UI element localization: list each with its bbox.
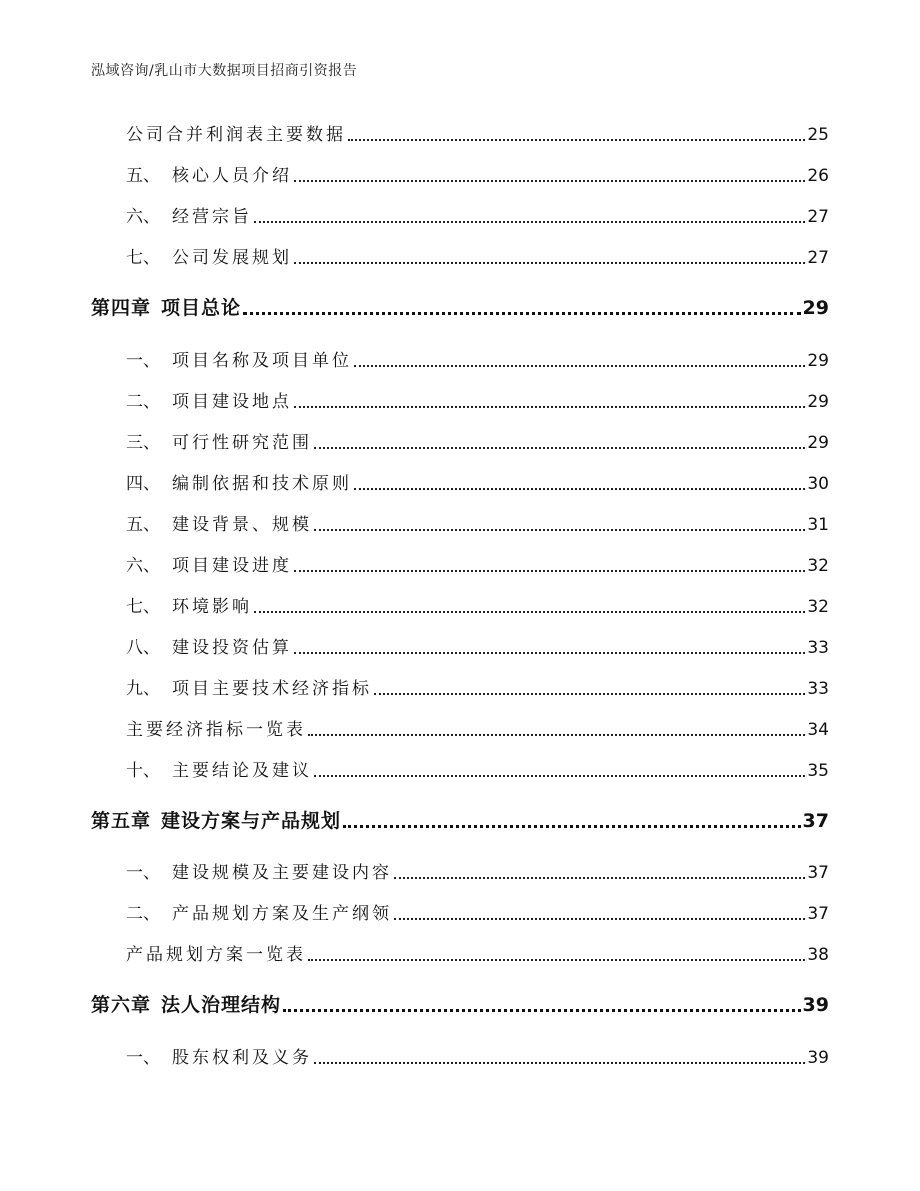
toc-entry-number: 七、 [126, 597, 160, 617]
toc-entry-title: 股东权利及义务 [172, 1048, 312, 1068]
toc-entry-number: 一、 [126, 863, 160, 883]
toc-entry-compilation-basis[interactable] [126, 471, 829, 497]
toc-entry-economic-indicators-table[interactable] [126, 717, 829, 743]
toc-entry-page: 37 [807, 904, 829, 924]
toc-entry-project-location[interactable] [126, 389, 829, 415]
toc-entry-number: 六、 [126, 207, 160, 227]
toc-entry-page: 37 [807, 863, 829, 883]
toc-entry-number: 一、 [126, 351, 160, 371]
toc-chapter-number: 第四章 [91, 297, 152, 319]
toc-chapter-4[interactable] [91, 295, 829, 321]
toc-chapter-number: 第五章 [91, 810, 152, 832]
toc-entry-page: 27 [807, 248, 829, 268]
toc-entry-investment-estimate[interactable] [126, 635, 829, 661]
toc-entry-title: 主要经济指标一览表 [126, 720, 306, 740]
toc-entry-product-plan[interactable] [126, 901, 829, 927]
toc-entry-shareholder-rights[interactable] [126, 1045, 829, 1071]
dot-leader [294, 180, 805, 182]
toc-entry-page: 33 [807, 679, 829, 699]
dot-leader [314, 447, 805, 449]
toc-entry-title: 产品规划方案及生产纲领 [172, 904, 392, 924]
toc-entry-title: 可行性研究范围 [172, 433, 312, 453]
toc-entry-number: 十、 [126, 761, 160, 781]
toc-entry-title: 编制依据和技术原则 [172, 474, 352, 494]
toc-entry-number: 五、 [126, 166, 160, 186]
toc-entry-number: 二、 [126, 904, 160, 924]
toc-chapter-6[interactable] [91, 992, 829, 1018]
toc-entry-number: 九、 [126, 679, 160, 699]
running-header: 泓域咨询/乳山市大数据项目招商引资报告 [91, 63, 358, 79]
dot-leader [314, 1062, 805, 1064]
toc-entry-number: 六、 [126, 556, 160, 576]
dot-leader [394, 877, 805, 879]
toc-chapter-5[interactable] [91, 808, 829, 834]
toc-entry-background-scale[interactable] [126, 512, 829, 538]
toc-entry-consolidated-income-data[interactable] [126, 122, 829, 148]
toc-entry-title: 核心人员介绍 [172, 166, 292, 186]
toc-entry-page: 30 [807, 474, 829, 494]
toc-entry-title: 经营宗旨 [172, 207, 252, 227]
dot-leader [354, 488, 805, 490]
dot-leader [294, 570, 805, 572]
toc-entry-page: 34 [807, 720, 829, 740]
toc-entry-feasibility-scope[interactable] [126, 430, 829, 456]
toc-chapter-title: 法人治理结构 [161, 994, 282, 1016]
dot-leader [283, 1009, 801, 1012]
dot-leader [314, 529, 805, 531]
dot-leader [394, 918, 805, 920]
toc-entry-product-plan-table[interactable] [126, 942, 829, 968]
dot-leader [294, 652, 805, 654]
toc-entry-number: 三、 [126, 433, 160, 453]
toc-entry-technical-indicators[interactable] [126, 676, 829, 702]
dot-leader [243, 312, 801, 315]
toc-entry-project-name[interactable] [126, 348, 829, 374]
toc-entry-number: 五、 [126, 515, 160, 535]
toc-entry-conclusions[interactable] [126, 758, 829, 784]
toc-entry-page: 26 [807, 166, 829, 186]
toc-entry-title: 项目名称及项目单位 [172, 351, 352, 371]
toc-entry-title: 项目建设进度 [172, 556, 292, 576]
dot-leader [308, 734, 805, 736]
toc-entry-page: 29 [807, 433, 829, 453]
toc-chapter-page: 37 [802, 810, 829, 832]
toc-entry-page: 31 [807, 515, 829, 535]
toc-entry-title: 建设背景、规模 [172, 515, 312, 535]
toc-entry-construction-scale[interactable] [126, 860, 829, 886]
toc-chapter-title: 项目总论 [161, 297, 242, 319]
dot-leader [343, 825, 801, 828]
toc-entry-construction-schedule[interactable] [126, 553, 829, 579]
toc-entry-title: 项目建设地点 [172, 392, 292, 412]
toc-entry-page: 25 [807, 125, 829, 145]
toc-entry-page: 32 [807, 597, 829, 617]
toc-entry-page: 29 [807, 351, 829, 371]
dot-leader [348, 139, 805, 141]
toc-chapter-page: 39 [802, 994, 829, 1016]
toc-entry-title: 项目主要技术经济指标 [172, 679, 372, 699]
header-divider [91, 84, 829, 85]
toc-entry-title: 公司发展规划 [172, 248, 292, 268]
toc-chapter-title: 建设方案与产品规划 [161, 810, 342, 832]
dot-leader [294, 262, 805, 264]
toc-entry-page: 38 [807, 945, 829, 965]
dot-leader [308, 959, 805, 961]
toc-entry-page: 32 [807, 556, 829, 576]
toc-entry-title: 环境影响 [172, 597, 252, 617]
toc-entry-title: 公司合并利润表主要数据 [126, 125, 346, 145]
toc-entry-business-purpose[interactable] [126, 204, 829, 230]
toc-entry-number: 七、 [126, 248, 160, 268]
toc-entry-core-personnel[interactable] [126, 163, 829, 189]
toc-chapter-page: 29 [802, 297, 829, 319]
toc-entry-page: 29 [807, 392, 829, 412]
dot-leader [374, 693, 805, 695]
toc-entry-page: 27 [807, 207, 829, 227]
toc-entry-title: 建设规模及主要建设内容 [172, 863, 392, 883]
dot-leader [254, 221, 805, 223]
toc-entry-title: 产品规划方案一览表 [126, 945, 306, 965]
toc-entry-page: 39 [807, 1048, 829, 1068]
toc-entry-title: 建设投资估算 [172, 638, 292, 658]
toc-entry-number: 四、 [126, 474, 160, 494]
dot-leader [314, 775, 805, 777]
dot-leader [354, 365, 805, 367]
dot-leader [254, 611, 805, 613]
dot-leader [294, 406, 805, 408]
toc-chapter-number: 第六章 [91, 994, 152, 1016]
toc-entry-number: 八、 [126, 638, 160, 658]
toc-entry-title: 主要结论及建议 [172, 761, 312, 781]
toc-entry-number: 一、 [126, 1048, 160, 1068]
toc-entry-environmental-impact[interactable] [126, 594, 829, 620]
toc-entry-page: 35 [807, 761, 829, 781]
toc-entry-number: 二、 [126, 392, 160, 412]
toc-entry-page: 33 [807, 638, 829, 658]
toc-entry-development-plan[interactable] [126, 245, 829, 271]
